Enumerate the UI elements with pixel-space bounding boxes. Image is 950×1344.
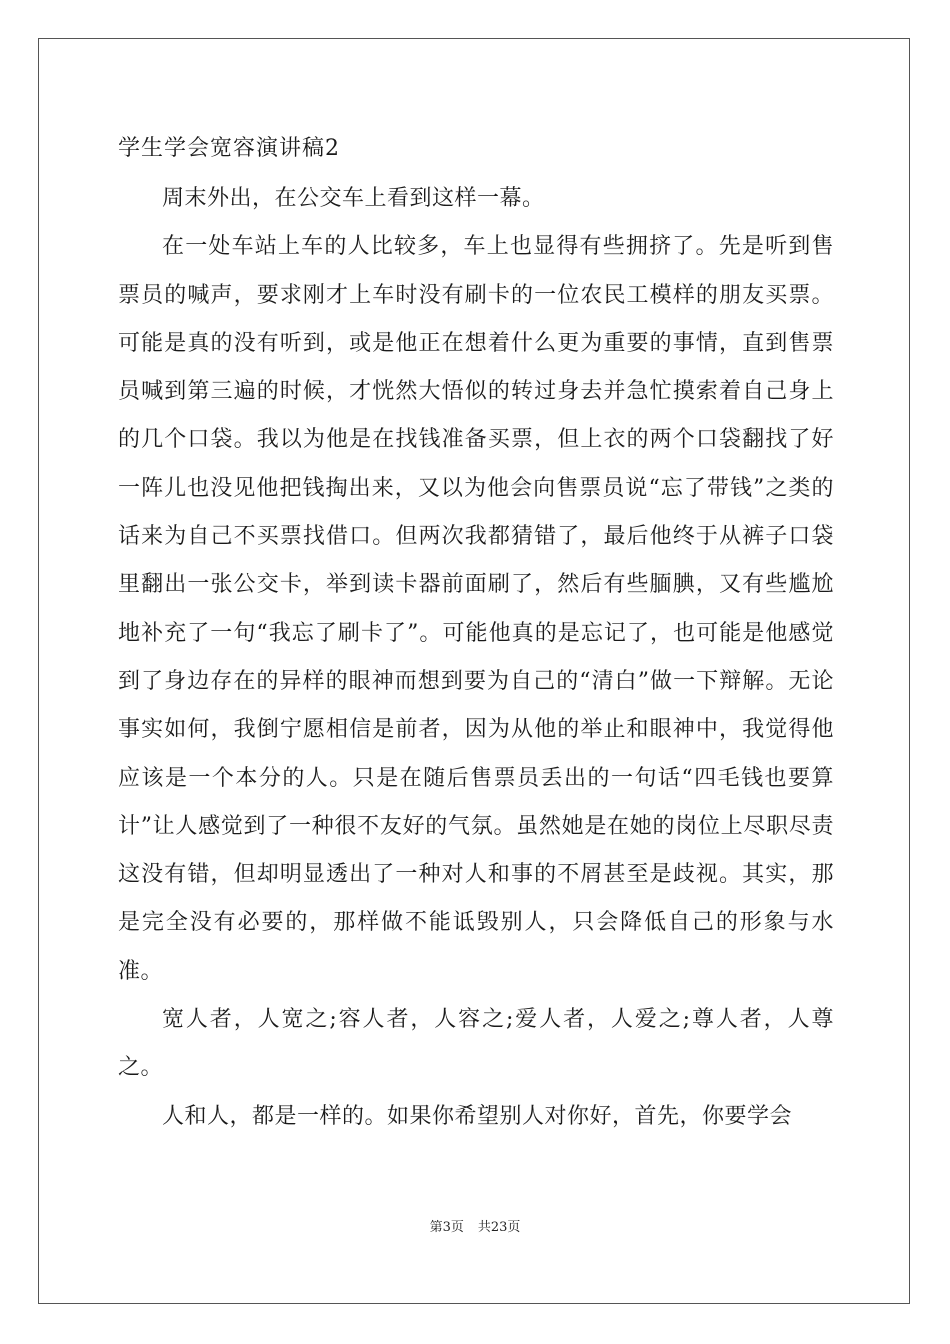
document-title: 学生学会宽容演讲稿2 bbox=[118, 136, 340, 161]
page-number-total: 共23页 bbox=[477, 1220, 521, 1235]
paragraph-2: 在一处车站上车的人比较多，车上也显得有些拥挤了。先是听到售票员的喊声，要求刚才上车时没有刷卡的一位农民工模样的朋友买票。可能是真的没有听到，或是他正在想着什么更为重要的事情，直到售票员喊到第三遍的时候，才恍然大悟似的转过身去并急忙摸索着自己身上的几个口袋。我以为他是在找钱准备买票，但上衣的两个口袋翻找了好一阵儿也没见他把钱掏出来，又以为他会向售票员说“忘了带钱”之类的话来为自己不买票找借口。但两次我都猜错了，最后他终于从裤子口袋里翻出一张公交卡，举到读卡器前面刷了，然后有些腼腆，又有些尴尬地补充了一句“我忘了刷卡了”。可能他真的是忘记了，也可能是他感觉到了身边存在的异样的眼神而想到要为自己的“清白”做一下辩解。无论事实如何，我倒宁愿相信是前者，因为从他的举止和眼神中，我觉得他应该是一个本分的人。只是在随后售票员丢出的一句话“四毛钱也要算计”让人感觉到了一种很不友好的气氛。虽然她是在她的岗位上尽职尽责这没有错，但却明显透出了一种对人和事的不屑甚至是歧视。其实，那是完全没有必要的，那样做不能诋毁别人，只会降低自己的形象与水准。 bbox=[118, 234, 834, 984]
document-body bbox=[118, 123, 834, 1141]
paragraph-1: 周末外出，在公交车上看到这样一幕。 bbox=[162, 186, 545, 211]
page-footer bbox=[0, 1216, 950, 1235]
page-number-current: 第3页 bbox=[429, 1220, 464, 1235]
paragraph-4: 人和人，都是一样的。如果你希望别人对你好，首先，你要学会 bbox=[162, 1103, 793, 1129]
paragraph-3: 宽人者，人宽之;容人者，人容之;爱人者，人爱之;尊人者，人尊之。 bbox=[118, 1007, 834, 1081]
